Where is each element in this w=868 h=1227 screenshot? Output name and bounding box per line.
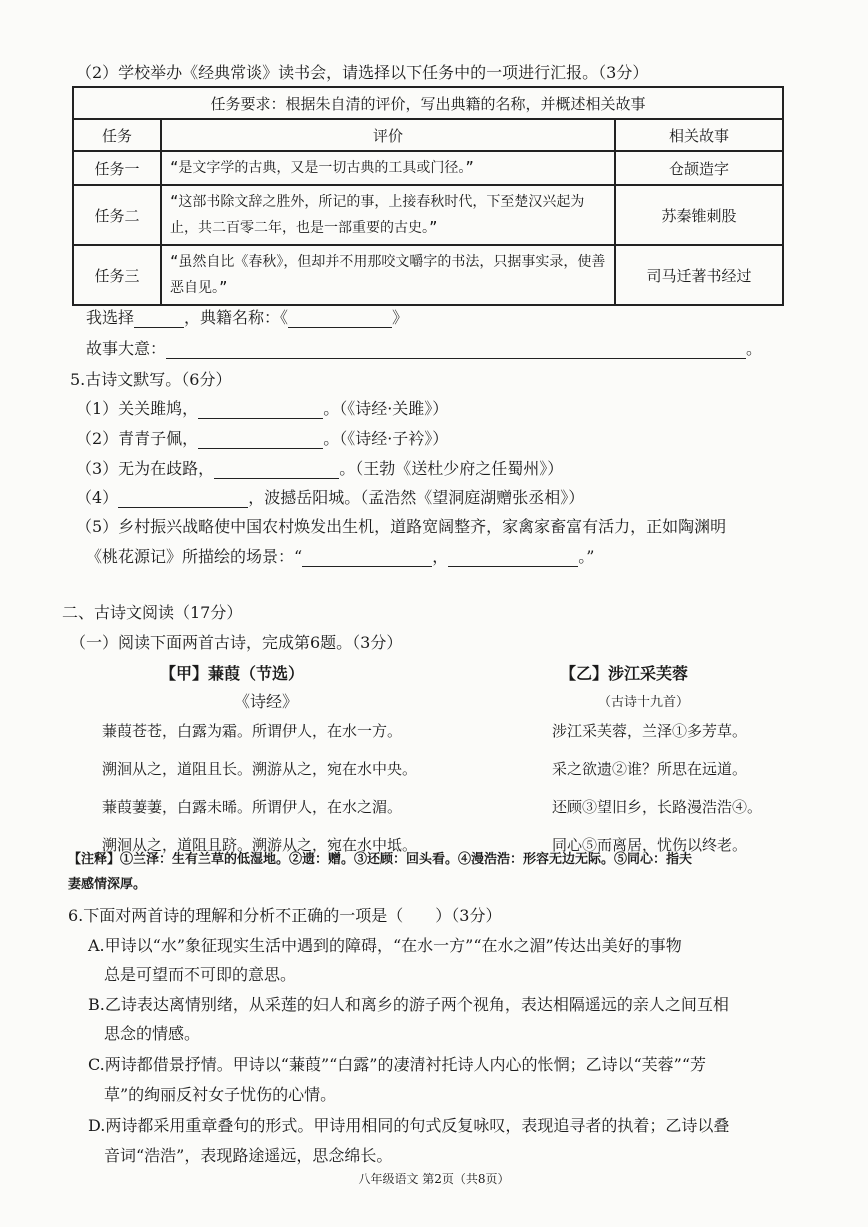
poem-line: 蒹葭苍苍，白露为霜。所谓伊人，在水一方。 xyxy=(102,722,403,740)
task-table xyxy=(72,86,784,306)
story-blank[interactable] xyxy=(166,340,746,359)
q5-blank[interactable] xyxy=(198,430,323,449)
choose-line xyxy=(86,305,408,328)
poem-line: 蒹葭萋萋，白露未晞。所谓伊人，在水之湄。 xyxy=(102,798,403,816)
q5-blank[interactable] xyxy=(198,400,323,419)
choose-blank[interactable] xyxy=(134,309,184,328)
option-b-line1[interactable]: B.乙诗表达离情别绪，从采莲的妇人和离乡的游子两个视角，表达相隔遥远的亲人之间互相 xyxy=(88,995,729,1014)
q5-item-4 xyxy=(76,485,584,508)
task-story: 司马迁著书经过 xyxy=(615,245,783,305)
poem-a-source: 《诗经》 xyxy=(234,692,299,711)
section-2-sub: （一）阅读下面两首古诗，完成第6题。（3分） xyxy=(70,633,403,652)
story-end: 。 xyxy=(746,339,763,358)
task-eval: “是文字学的古典，又是一切古典的工具或门径。” xyxy=(161,151,615,185)
header-task: 任务 xyxy=(73,119,161,151)
book-label: ，典籍名称：《 xyxy=(184,308,289,327)
task-requirement: 任务要求：根据朱自清的评价，写出典籍的名称，并概述相关故事 xyxy=(73,87,783,119)
q5-item5-pre: 《桃花源记》所描绘的场景：“ xyxy=(86,547,303,566)
option-a-line2: 总是可望而不可即的意思。 xyxy=(104,965,297,984)
poem-line: 溯洄从之，道阻且跻。溯游从之，宛在水中坻。 xyxy=(102,836,418,854)
q5-item-5-line2 xyxy=(86,544,594,567)
poem-line: 溯洄从之，道阻且长。溯游从之，宛在水中央。 xyxy=(102,760,418,778)
table-row xyxy=(73,185,783,245)
question-5-title: 5.古诗文默写。（6分） xyxy=(70,370,232,389)
q5-item-2 xyxy=(76,426,448,449)
q5-item-post: ，波撼岳阳城。（孟浩然《望洞庭湖赠张丞相》） xyxy=(248,488,585,507)
poem-b-title: 【乙】涉江采芙蓉 xyxy=(560,664,689,683)
option-d-line1[interactable]: D.两诗都采用重章叠句的形式。甲诗用相同的句式反复咏叹，表现追寻者的执着；乙诗以叠 xyxy=(88,1116,730,1135)
option-c-line2: 草”的绚丽反衬女子忧伤的心情。 xyxy=(104,1085,337,1104)
option-a-line1[interactable]: A.甲诗以“水”象征现实生活中遇到的障碍，“在水一方”“在水之湄”传达出美好的事物 xyxy=(88,936,682,955)
q5-item-1 xyxy=(76,396,448,419)
task-name: 任务一 xyxy=(73,151,161,185)
q5-blank[interactable] xyxy=(214,460,339,479)
poem-line: 同心⑤而离居，忧伤以终老。 xyxy=(552,836,748,854)
q5-blank[interactable] xyxy=(118,489,248,508)
poem-line: 还顾③望旧乡，长路漫浩浩④。 xyxy=(552,798,763,816)
table-row xyxy=(73,245,783,305)
task-name: 任务三 xyxy=(73,245,161,305)
book-end: 》 xyxy=(392,308,409,327)
q5-blank[interactable] xyxy=(302,548,432,567)
poem-a-body xyxy=(102,712,417,864)
task-story: 仓颉造字 xyxy=(615,151,783,185)
book-blank[interactable] xyxy=(288,309,392,328)
q5-item-post: 。（《诗经·子衿》） xyxy=(323,429,449,448)
story-label: 故事大意： xyxy=(86,339,167,358)
q5-item5-mid: ， xyxy=(432,547,449,566)
q5-item-pre: （4） xyxy=(76,488,119,507)
q5-item5-post: 。” xyxy=(578,547,595,566)
task-name: 任务二 xyxy=(73,185,161,245)
q5-item-3 xyxy=(76,456,563,479)
poem-line: 采之欲遗②谁？所思在远道。 xyxy=(552,760,748,778)
q5-item-5-line1: （5）乡村振兴战略使中国农村焕发出生机，道路宽阔整齐，家禽家畜富有活力，正如陶渊明 xyxy=(76,517,727,536)
poem-b-source: （古诗十九首） xyxy=(598,695,690,710)
notes-line-2: 妻感情深厚。 xyxy=(68,877,147,892)
page-footer: 八年级语文 第2页（共8页） xyxy=(358,1172,510,1186)
task-story: 苏秦锥刺股 xyxy=(615,185,783,245)
task-eval: “这部书除文辞之胜外，所记的事，上接春秋时代，下至楚汉兴起为止，共二百零二年，也是一部重要的古史。” xyxy=(161,185,615,245)
option-c-line1[interactable]: C.两诗都借景抒情。甲诗以“蒹葭”“白露”的凄清衬托诗人内心的怅惘；乙诗以“芙蓉”“芳 xyxy=(88,1055,707,1074)
q5-blank[interactable] xyxy=(448,548,578,567)
q5-item-post: 。（《诗经·关雎》） xyxy=(323,399,449,418)
task-eval: “虽然自比《春秋》，但却并不用那咬文嚼字的书法，只据事实录，使善恶自见。” xyxy=(161,245,615,305)
q5-item-pre: （3）无为在歧路， xyxy=(76,459,215,478)
question-4-2-prompt: （2）学校举办《经典常谈》读书会，请选择以下任务中的一项进行汇报。（3分） xyxy=(76,63,649,82)
story-line xyxy=(86,336,762,359)
option-d-line2: 音词“浩浩”，表现路途遥远，思念绵长。 xyxy=(104,1146,393,1165)
section-2-title: 二、古诗文阅读（17分） xyxy=(62,603,243,622)
header-eval: 评价 xyxy=(161,119,615,151)
choose-label: 我选择 xyxy=(86,308,135,327)
poem-b-body xyxy=(552,712,762,864)
q5-item-pre: （2）青青子佩， xyxy=(76,429,199,448)
header-story: 相关故事 xyxy=(615,119,783,151)
q5-item-pre: （1）关关雎鸠， xyxy=(76,399,199,418)
option-b-line2: 思念的情感。 xyxy=(104,1024,201,1043)
question-6-prompt: 6.下面对两首诗的理解和分析不正确的一项是（ ）（3分） xyxy=(68,906,502,925)
poem-line: 涉江采芙蓉，兰泽①多芳草。 xyxy=(552,722,748,740)
table-row xyxy=(73,151,783,185)
poem-a-title: 【甲】蒹葭（节选） xyxy=(160,664,305,683)
q5-item-post: 。（王勃《送杜少府之任蜀州》） xyxy=(339,459,564,478)
notes-line-1: 【注释】①兰泽：生有兰草的低湿地。②遗：赠。③还顾：回头看。④漫浩浩：形容无边无际。⑤同心：指夫 xyxy=(68,852,693,867)
